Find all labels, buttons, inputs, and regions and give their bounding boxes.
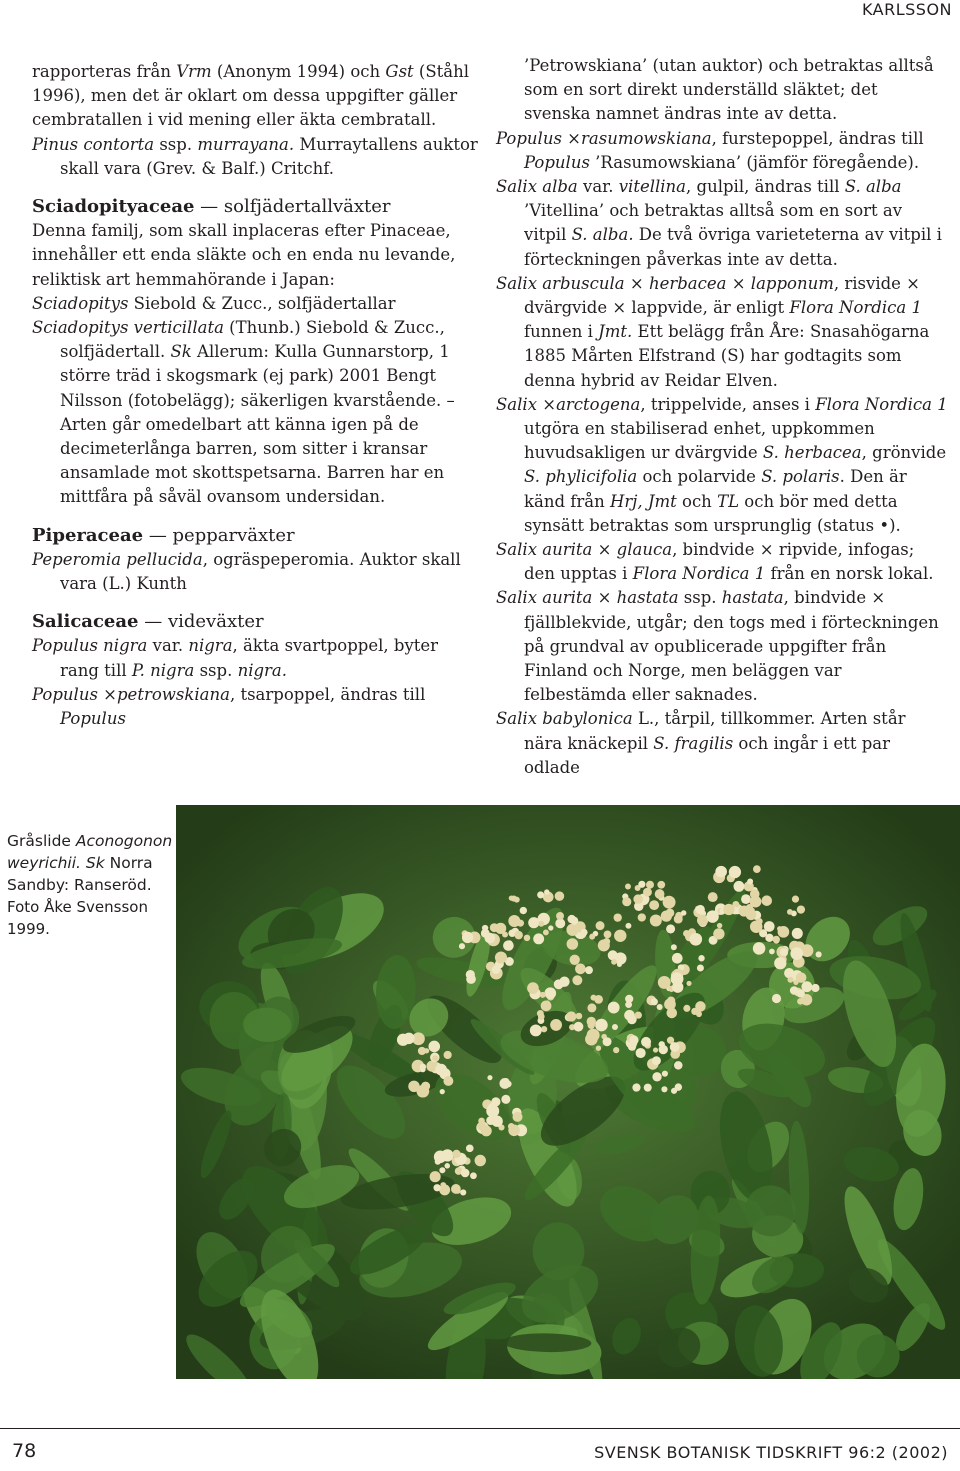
flower-dot bbox=[598, 939, 610, 951]
entry-pinus-contorta bbox=[32, 133, 480, 181]
italic-run: glauca bbox=[616, 540, 673, 560]
entry-populus-rasumowskiana bbox=[496, 127, 948, 175]
flower-dot bbox=[746, 909, 757, 920]
flower-dot bbox=[501, 1095, 510, 1104]
flower-dot bbox=[481, 929, 490, 938]
text-run: , gulpil, ändras till bbox=[686, 177, 845, 197]
italic-run: S. herbacea bbox=[762, 443, 862, 463]
flower-dot bbox=[655, 889, 665, 899]
bold-run: Piperaceae bbox=[32, 524, 144, 546]
caption-species: Aconogonon weyrichii. Sk bbox=[7, 832, 173, 872]
flower-dot bbox=[646, 881, 654, 889]
flower-dot bbox=[487, 1075, 492, 1080]
flower-dot bbox=[420, 1064, 426, 1070]
flower-dot bbox=[797, 989, 805, 997]
italic-run: nigra bbox=[188, 636, 233, 656]
text-run: — solfjädertallväxter bbox=[194, 196, 391, 218]
text-run: från en norsk lokal. bbox=[765, 564, 934, 584]
flower-dot bbox=[670, 1042, 680, 1052]
text-run: var. bbox=[147, 636, 189, 656]
right-column bbox=[496, 54, 948, 780]
flower-dot bbox=[667, 1009, 672, 1014]
flower-dot bbox=[541, 1000, 552, 1011]
flower-dot bbox=[544, 889, 549, 894]
flower-dot bbox=[611, 959, 617, 965]
italic-run: Peperomia pellucida bbox=[32, 549, 203, 569]
flower-dot bbox=[733, 881, 744, 892]
flower-dot bbox=[659, 1045, 668, 1054]
flower-dot bbox=[555, 891, 565, 901]
flower-dot bbox=[674, 1061, 683, 1070]
italic-run: Populus bbox=[60, 709, 126, 729]
flower-dot bbox=[612, 1024, 618, 1030]
plant-photograph bbox=[176, 805, 960, 1379]
text-run: (Anonym 1994) och bbox=[211, 62, 386, 81]
text-run: (Ståhl 1996), men det är oklart om dessa uppgifter gäller cembratallen i vid mening eller äkta cembratall. bbox=[32, 62, 470, 130]
flower-dot bbox=[589, 934, 595, 940]
text-run: × bbox=[726, 273, 751, 293]
text-run: Allerum: Kulla Gunnarstorp, 1 större träd i skogsmark (ej park) 2001 Bengt Nilsson (fotobelägg); säkerligen kvarstående. – Arten går omedelbart att känna igen på de decimeterlånga barren, som sitter i kransar ansamlade mot skottspetsarna. Barren har en mittfåra på såväl ovansom undersidan. bbox=[60, 342, 455, 507]
flower-dot bbox=[723, 904, 734, 915]
text-run: ’Vitellina’ och betraktas alltså som en sort av vitpil bbox=[524, 201, 903, 245]
photo-credit: Foto Åke Svensson 1999. bbox=[7, 898, 148, 938]
flower-dot bbox=[435, 1159, 441, 1165]
flower-dot bbox=[596, 1045, 601, 1050]
flower-dot bbox=[430, 1171, 441, 1182]
family-heading-sciadopityaceae bbox=[32, 195, 480, 219]
flower-dot bbox=[717, 923, 722, 928]
italic-run: Flora Nordica 1 bbox=[789, 298, 922, 318]
text-run: ssp. bbox=[154, 134, 198, 154]
flower-dot bbox=[747, 878, 753, 884]
flower-dot bbox=[514, 931, 522, 939]
entry-populus-nigra bbox=[32, 634, 480, 682]
bold-run: Sciadopityaceae bbox=[32, 196, 195, 218]
flower-dot bbox=[644, 1084, 652, 1092]
flower-dot bbox=[587, 1017, 596, 1026]
text-run: , grönvide bbox=[861, 443, 947, 463]
text-run: , trippelvide, anses i bbox=[640, 394, 816, 414]
flower-dot bbox=[585, 966, 593, 974]
flower-dot bbox=[572, 975, 582, 985]
italic-run: Populus ×rasumowskiana bbox=[496, 128, 712, 148]
text-run: och polarvide bbox=[637, 467, 762, 487]
text-run: och ingår i ett par odlade bbox=[524, 733, 890, 777]
italic-run: TL bbox=[717, 491, 740, 511]
italic-run: S. polaris bbox=[761, 467, 840, 487]
flower-dot bbox=[576, 1013, 583, 1020]
flower-dot bbox=[787, 977, 793, 983]
flower-dot bbox=[508, 915, 520, 927]
italic-run: Salix arbuscula bbox=[496, 273, 625, 293]
text-run: , tsarpoppel, ändras till bbox=[229, 684, 426, 704]
footer-rule bbox=[0, 1428, 960, 1429]
flower-dot bbox=[686, 981, 691, 986]
entry-salix-arbuscula bbox=[496, 272, 948, 393]
italic-run: Salix ×arctogena bbox=[496, 394, 641, 414]
flower-dot bbox=[435, 1064, 447, 1076]
italic-run: Pinus contorta bbox=[32, 134, 155, 154]
text-run: — pepparväxter bbox=[143, 524, 295, 546]
flower-dot bbox=[698, 955, 704, 961]
flower-dot bbox=[403, 1033, 414, 1044]
italic-run: vitellina bbox=[618, 177, 687, 197]
flower-dot bbox=[575, 964, 586, 975]
flower-dot bbox=[753, 865, 761, 873]
flower-dot bbox=[495, 923, 506, 934]
flower-dot bbox=[657, 881, 665, 889]
family-heading-piperaceae bbox=[32, 524, 480, 548]
flower-dot bbox=[625, 884, 631, 890]
italic-run: Populus bbox=[524, 152, 590, 172]
italic-run: murrayana. bbox=[197, 134, 295, 154]
flower-dot bbox=[649, 900, 659, 910]
bold-run: Salicaceae bbox=[32, 611, 139, 633]
flower-dot bbox=[596, 921, 605, 930]
text-run: . Den är känd från bbox=[524, 467, 907, 511]
page-number: 78 bbox=[12, 1440, 37, 1462]
flower-dot bbox=[652, 1056, 661, 1065]
flower-dot bbox=[567, 938, 579, 950]
flower-dot bbox=[715, 866, 727, 878]
flower-dot bbox=[635, 1012, 642, 1019]
flower-dot bbox=[548, 925, 553, 930]
flower-dot bbox=[697, 964, 704, 971]
flower-dot bbox=[538, 921, 544, 927]
italic-run: Hrj, Jmt bbox=[609, 491, 677, 511]
text-run: Denna familj, som skall inplaceras efter Pinaceae, innehåller ett enda släkte och en enda nu levande, reliktisk art hemmahörande i Japan: bbox=[32, 221, 456, 289]
flower-dot bbox=[613, 1047, 619, 1053]
flower-dot bbox=[683, 930, 690, 937]
text-run: — videväxter bbox=[138, 611, 264, 633]
flower-dot bbox=[772, 994, 781, 1003]
flower-dot bbox=[658, 976, 671, 989]
text-run: Murraytallens auktor skall vara (Grev. & Balf.) Critchf. bbox=[60, 134, 478, 178]
flower-dot bbox=[708, 892, 718, 902]
flower-dot bbox=[424, 1048, 429, 1053]
flower-dot bbox=[470, 1172, 477, 1179]
paragraph bbox=[32, 219, 480, 292]
flower-dot bbox=[556, 912, 564, 920]
flower-dot bbox=[643, 888, 652, 897]
text-run: , furstepoppel, ändras till bbox=[711, 128, 924, 148]
flower-dot bbox=[636, 1048, 646, 1058]
flower-dot bbox=[591, 995, 597, 1001]
flower-dot bbox=[778, 926, 790, 938]
flower-dot bbox=[672, 953, 683, 964]
flower-dot bbox=[671, 944, 677, 950]
italic-run: P. nigra bbox=[131, 660, 195, 680]
text-run: och bbox=[676, 491, 718, 511]
italic-run: S. phylicifolia bbox=[524, 467, 638, 487]
flower-dot bbox=[540, 992, 546, 998]
flower-dot bbox=[638, 881, 645, 888]
flower-dot bbox=[617, 962, 622, 967]
flower-dot bbox=[792, 896, 799, 903]
flower-dot bbox=[614, 913, 622, 921]
running-head: KARLSSON bbox=[861, 0, 952, 19]
text-run: × bbox=[592, 540, 617, 560]
flower-dot bbox=[683, 1005, 690, 1012]
entry-salix-aurita-hastata bbox=[496, 586, 948, 707]
italic-run: S. alba bbox=[844, 177, 902, 197]
flower-dot bbox=[675, 1083, 682, 1090]
flower-dot bbox=[666, 908, 675, 917]
flower-dot bbox=[790, 947, 803, 960]
flower-dot bbox=[629, 1035, 638, 1044]
flower-dot bbox=[638, 913, 646, 921]
entry-salix-aurita-glauca bbox=[496, 538, 948, 586]
flower-dot bbox=[491, 1116, 502, 1127]
flower-dot bbox=[774, 957, 786, 969]
italic-run: Salix aurita bbox=[496, 540, 593, 560]
text-run: , bindvide × fjällblekvide, utgår; den togs med i förteckningen på grundval av opublicerade uppgifter från Finland och Norge, men beläggen var felbestämda eller saknades. bbox=[524, 588, 939, 705]
italic-run: hastata bbox=[616, 588, 679, 608]
flower-dot bbox=[773, 936, 780, 943]
flower-dot bbox=[603, 1037, 612, 1046]
family-heading-salicaceae bbox=[32, 610, 480, 634]
flower-dot bbox=[440, 1182, 446, 1188]
flower-dot bbox=[753, 942, 766, 955]
flower-dot bbox=[695, 1001, 706, 1012]
flower-dot bbox=[787, 909, 793, 915]
flower-dot bbox=[587, 1029, 600, 1042]
flower-dot bbox=[440, 1089, 445, 1094]
italic-run: Populus ×petrowskiana bbox=[32, 684, 230, 704]
flower-dot bbox=[650, 915, 662, 927]
italic-run: hastata bbox=[721, 588, 784, 608]
caption-locality: Norra Sandby: Ranseröd. bbox=[7, 854, 153, 894]
text-run: och bör med detta synsätt betraktas som ursprunglig (status •). bbox=[524, 491, 901, 535]
entry-populus-petrowskiana bbox=[32, 683, 480, 731]
journal-title: SVENSK BOTANISK TIDSKRIFT 96:2 (2002) bbox=[594, 1443, 948, 1462]
text-run: , bindvide × ripvide, infogas; den upptas i bbox=[524, 540, 915, 584]
flower-dot bbox=[460, 1189, 466, 1195]
flower-dot bbox=[608, 1002, 620, 1014]
flower-dot bbox=[439, 1167, 445, 1173]
flower-dot bbox=[508, 1125, 520, 1137]
italic-run: Flora Nordica 1 bbox=[632, 564, 766, 584]
flower-dot bbox=[491, 1097, 500, 1106]
text-run: Siebold & Zucc., solfjädertallar bbox=[128, 293, 396, 313]
flower-dot bbox=[713, 928, 724, 939]
flower-dot bbox=[761, 895, 772, 906]
genus-line bbox=[32, 292, 480, 316]
flower-dot bbox=[544, 987, 556, 999]
flower-dot bbox=[566, 1011, 576, 1021]
italic-run: Vrm bbox=[176, 62, 212, 81]
flower-dot bbox=[573, 1022, 583, 1032]
flower-dot bbox=[653, 1048, 658, 1053]
text-run: Ett belägg från Åre: Snasahögarna 1885 Mårten Elfstrand (S) har godtagits som denna hybrid av Reidar Elven. bbox=[524, 322, 930, 390]
entry-peperomia bbox=[32, 548, 480, 596]
flower-dot bbox=[663, 896, 676, 909]
flower-dot bbox=[428, 1041, 440, 1053]
flower-dot bbox=[550, 1019, 562, 1031]
italic-run: Populus nigra bbox=[32, 636, 148, 656]
flower-dot bbox=[666, 924, 675, 933]
flower-dot bbox=[652, 1072, 661, 1081]
flower-dot bbox=[475, 1155, 486, 1166]
flower-dot bbox=[477, 1122, 486, 1131]
flower-dot bbox=[466, 974, 476, 984]
flower-dot bbox=[689, 933, 702, 946]
flower-dot bbox=[604, 931, 612, 939]
flower-dot bbox=[513, 1112, 523, 1122]
flower-dot bbox=[527, 982, 539, 994]
flower-dot bbox=[444, 1163, 450, 1169]
flower-dot bbox=[537, 891, 544, 898]
flower-dot bbox=[662, 1071, 668, 1077]
paragraph bbox=[32, 60, 480, 133]
flower-dot bbox=[533, 933, 544, 944]
flower-dot bbox=[625, 923, 631, 929]
flower-dot bbox=[741, 894, 751, 904]
flower-dot bbox=[530, 1024, 542, 1036]
flower-dot bbox=[541, 1026, 547, 1032]
italic-run: nigra. bbox=[237, 660, 287, 680]
italic-run: S. fragilis bbox=[653, 733, 734, 753]
flower-dot bbox=[706, 910, 718, 922]
text-run: , risvide × dvärgvide × lappvide, är enligt bbox=[524, 273, 920, 318]
text-run: × bbox=[624, 273, 649, 293]
text-run: × bbox=[592, 588, 617, 608]
flower-dot bbox=[681, 910, 686, 915]
italic-run: Salix alba bbox=[496, 177, 578, 197]
text-run: ssp. bbox=[194, 660, 238, 680]
flower-dot bbox=[444, 1051, 452, 1059]
italic-run: S. alba. bbox=[571, 225, 634, 245]
flower-dot bbox=[570, 917, 578, 925]
flower-dot bbox=[784, 968, 794, 978]
flower-dot bbox=[780, 948, 788, 956]
flower-dot bbox=[495, 951, 507, 963]
flower-dot bbox=[622, 897, 631, 906]
flower-dot bbox=[651, 998, 658, 1005]
flower-dot bbox=[524, 935, 531, 942]
flower-dot bbox=[750, 896, 762, 908]
flower-dot bbox=[624, 1010, 635, 1021]
text-run: De två övriga varieteterna av vitpil i förteckningen påverkas inte av detta. bbox=[524, 225, 942, 269]
flower-dot bbox=[595, 1019, 608, 1032]
flower-dot bbox=[461, 1169, 470, 1178]
flower-dot bbox=[581, 929, 588, 936]
flower-dot bbox=[633, 894, 643, 904]
flower-dot bbox=[614, 930, 626, 942]
flower-dot bbox=[793, 980, 798, 985]
paragraph-continued bbox=[496, 54, 948, 127]
italic-run: lapponum bbox=[750, 273, 834, 293]
text-run: , äkta svartpoppel, byter rang till bbox=[60, 636, 439, 680]
flower-dot bbox=[811, 984, 819, 992]
flower-dot bbox=[750, 920, 762, 932]
entry-sciadopitys bbox=[32, 316, 480, 510]
flower-dot bbox=[661, 1086, 667, 1092]
flower-dot bbox=[416, 1085, 429, 1098]
italic-run: Flora Nordica 1 bbox=[815, 394, 948, 414]
italic-run: Sciadopitys bbox=[32, 293, 129, 313]
flower-dot bbox=[466, 1145, 474, 1153]
flower-dot bbox=[797, 905, 805, 913]
text-run: rapporteras från bbox=[32, 62, 177, 81]
flower-dot bbox=[520, 907, 527, 914]
flower-dot bbox=[538, 1013, 545, 1020]
flower-dot bbox=[587, 1003, 596, 1012]
caption-text: Gråslide bbox=[7, 832, 76, 850]
text-run: (Thunb.) Siebold & Zucc., solfjädertall. bbox=[60, 318, 445, 362]
italic-run: Salix aurita bbox=[496, 588, 593, 608]
flower-dot bbox=[671, 972, 684, 985]
flower-dot bbox=[792, 928, 803, 939]
italic-run: Gst bbox=[385, 62, 414, 81]
flower-dot bbox=[570, 955, 580, 965]
italic-run: Salix babylonica bbox=[496, 709, 633, 729]
flower-dot bbox=[632, 1083, 640, 1091]
flower-dot bbox=[511, 895, 517, 901]
entry-salix-arctogena bbox=[496, 393, 948, 538]
photo-caption bbox=[7, 830, 177, 940]
entry-salix-babylonica bbox=[496, 707, 948, 780]
flower-dot bbox=[566, 924, 578, 936]
text-run: L., tårpil, tillkommer. Arten står nära knäckepil bbox=[524, 709, 906, 753]
flower-dot bbox=[816, 951, 822, 957]
flower-dot bbox=[559, 977, 569, 987]
text-run: , ogräspeperomia. Auktor skall vara (L.) Kunth bbox=[60, 549, 461, 594]
flower-dot bbox=[432, 1055, 438, 1061]
flower-dot bbox=[451, 1184, 461, 1194]
flower-dot bbox=[769, 949, 775, 955]
flower-dot bbox=[657, 1004, 663, 1010]
italic-run: Sciadopitys verticillata bbox=[32, 318, 224, 338]
flower-dot bbox=[443, 1076, 453, 1086]
left-column bbox=[32, 60, 480, 731]
italic-run: Sk bbox=[170, 342, 192, 362]
text-run: ssp. bbox=[678, 588, 722, 608]
italic-run: herbacea bbox=[648, 273, 727, 293]
photo-illustration bbox=[176, 805, 960, 1379]
text-run: ’Petrowskiana’ (utan auktor) och betraktas alltså som en sort direkt underställd släktet; det svenska namnet ändras inte av detta. bbox=[524, 56, 934, 124]
flower-dot bbox=[729, 866, 741, 878]
flower-dot bbox=[503, 940, 514, 951]
flower-dot bbox=[608, 950, 618, 960]
flower-dot bbox=[625, 1001, 632, 1008]
entry-salix-alba bbox=[496, 175, 948, 272]
italic-run: Jmt. bbox=[598, 322, 633, 342]
flower-dot bbox=[499, 1078, 510, 1089]
text-run: var. bbox=[577, 177, 619, 197]
flower-dot bbox=[641, 1037, 651, 1047]
flower-dot bbox=[433, 1184, 440, 1191]
flower-dot bbox=[543, 929, 549, 935]
text-run: funnen i bbox=[524, 322, 599, 342]
text-run: ’Rasumowskiana’ (jämför föregående). bbox=[589, 152, 920, 172]
flower-dot bbox=[452, 1150, 460, 1158]
flower-dot bbox=[459, 943, 465, 949]
flower-dot bbox=[462, 932, 473, 943]
flower-dot bbox=[674, 915, 683, 924]
text-run: utgöra en stabiliserad enhet, uppkommen huvudsakligen ur dvärgvide bbox=[524, 419, 875, 463]
